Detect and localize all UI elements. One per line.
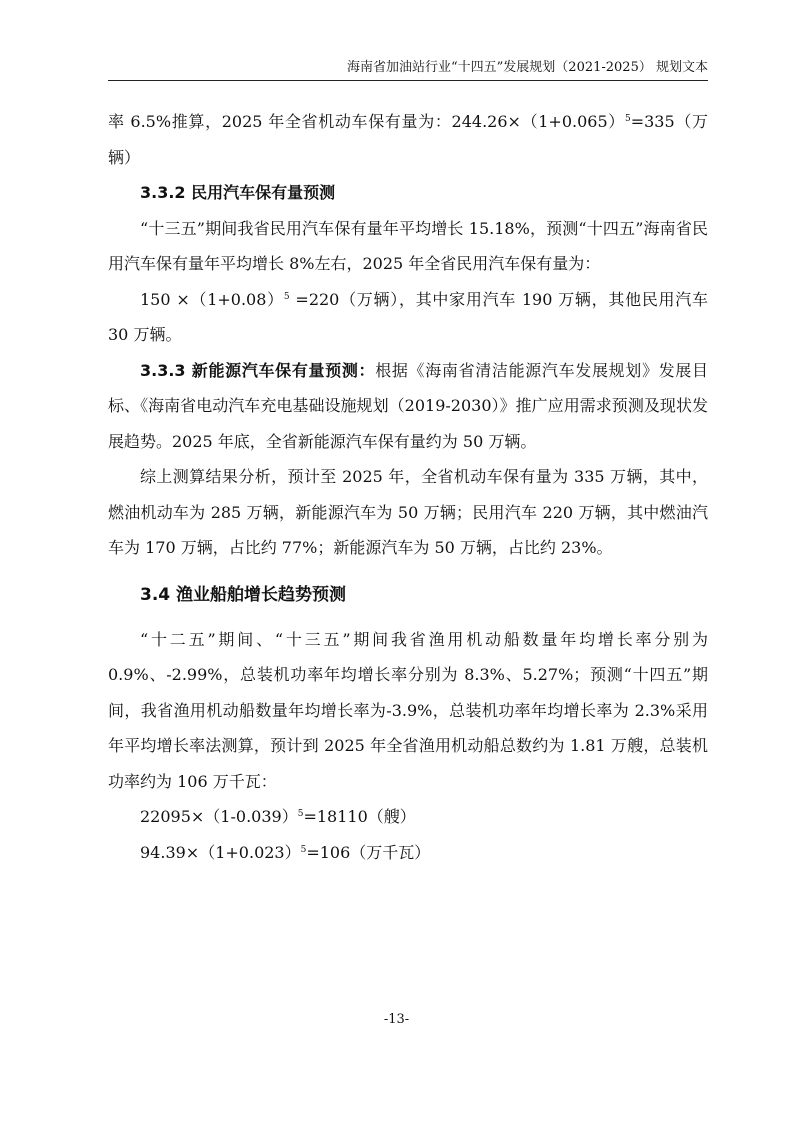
paragraph-new-energy-vehicles <box>108 353 708 460</box>
formula-result: =106（万千瓦） <box>306 842 431 862</box>
exponent: 5 <box>297 809 304 819</box>
header-rule <box>108 80 708 81</box>
heading-3-4: 3.4 渔业船舶增长趋势预测 <box>140 584 347 605</box>
formula-result: =335（万辆） <box>108 112 708 167</box>
formula-text: 150 ×（1+0.08） <box>140 289 284 309</box>
formula-vessel-power <box>108 835 708 871</box>
formula-result: =18110（艘） <box>303 807 416 826</box>
heading-3-3-2: 3.3.2 民用汽车保有量预测 <box>140 183 336 202</box>
formula-text: 率 6.5%推算，2025 年全省机动车保有量为：244.26×（1+0.065） <box>108 112 625 131</box>
formula-vessel-count <box>108 799 708 835</box>
paragraph-fishing-vessels: “十二五”期间、“十三五”期间我省渔用机动船数量年均增长率分别为 0.9%、-2.99%，总装机功率年均增长率分别为 8.3%、5.27%；预测“十四五”期间，我省渔用机动船数量年均增长率为-3.9%，总装机功率年均增长率为 2.3%采用年平均增长率法测算，预计到 2025 年全省渔用机动船总数约为 1.81 万艘，总装机功率约为 106 万千瓦： <box>108 629 708 791</box>
paragraph-summary: 综上测算结果分析，预计至 2025 年，全省机动车保有量为 335 万辆，其中，燃油机动车为 285 万辆，新能源汽车为 50 万辆；民用汽车 220 万辆，其中燃油汽车为 170 万辆，占比约 77%；新能源汽车为 50 万辆，占比约 23%。 <box>108 467 708 557</box>
document-body <box>108 104 708 870</box>
formula-text: 22095×（1-0.039） <box>140 807 298 826</box>
running-header: 海南省加油站行业“十四五”发展规划（2021-2025） 规划文本 <box>347 60 708 75</box>
formula-text: 94.39×（1+0.023） <box>140 842 301 862</box>
inline-heading-3-3-3: 3.3.3 新能源汽车保有量预测： <box>140 360 376 380</box>
paragraph-civil-vehicle-formula <box>108 282 708 353</box>
formula-result: =220（万辆），其中家用汽车 190 万辆，其他民用汽车 30 万辆。 <box>108 289 708 344</box>
exponent: 5 <box>283 291 290 302</box>
paragraph-civil-vehicle-growth: “十三五”期间我省民用汽车保有量年平均增长 15.18%，预测“十四五”海南省民用汽车保有量年平均增长 8%左右，2025 年全省民用汽车保有量为： <box>108 218 708 273</box>
exponent: 5 <box>300 844 307 855</box>
paragraph-text: 根据《海南省清洁能源汽车发展规划》发展目标、《海南省电动汽车充电基础设施规划（2019-2030）》推广应用需求预测及现状发展趋势。2025 年底，全省新能源汽车保有量约为 50 万辆。 <box>108 360 708 451</box>
exponent: 5 <box>624 114 631 124</box>
page-number: -13- <box>383 1012 410 1027</box>
paragraph-motor-vehicle-formula <box>108 104 708 175</box>
